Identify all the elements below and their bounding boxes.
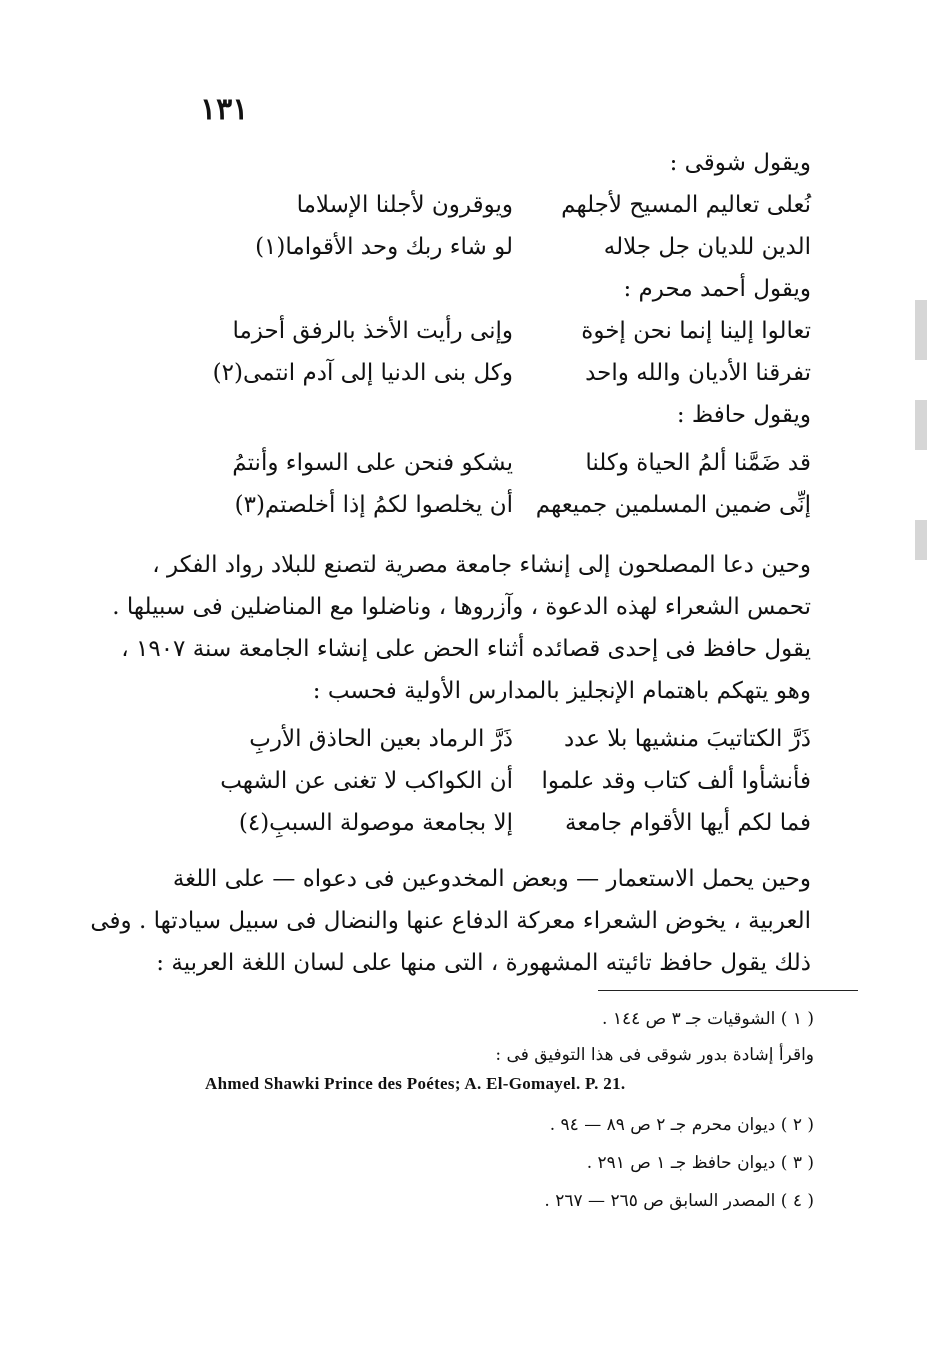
verse-hemistich-right: تفرقنا الأديان والله واحد — [585, 360, 811, 386]
verse-hemistich-left: وكل بنى الدنيا إلى آدم انتمى(٢) — [212, 360, 513, 386]
verse-hemistich-right: نُعلى تعاليم المسيح لأجلهم — [561, 192, 811, 218]
scan-edge-mark — [915, 300, 927, 360]
page-number: ١٣١ — [200, 92, 249, 127]
paragraph-line: ذلك يقول حافظ تائيته المشهورة ، التى منها على لسان اللغة العربية : — [156, 950, 811, 976]
intro-shawqi: ويقول شوقى : — [669, 150, 811, 176]
intro-muharram: ويقول أحمد محرم : — [623, 276, 811, 302]
verse-hemistich-left: ويوقرون لأجلنا الإسلاما — [296, 192, 513, 218]
verse-hemistich-right: فأنشأوا ألف كتاب وقد علموا — [541, 768, 811, 794]
verse-hemistich-right: ذَرَّ الكتاتيبَ منشيها بلا عدد — [563, 726, 811, 752]
verse-hemistich-left: ذَرَّ الرماد بعين الحاذق الأربِ — [249, 726, 513, 752]
verse-hemistich-left: إلا بجامعة موصولة السببِ(٤) — [238, 810, 513, 836]
footnote-separator — [598, 990, 858, 991]
footnote-1: ( ١ ) الشوقيات جـ ٣ ص ١٤٤ . — [602, 1009, 814, 1029]
verse-hemistich-left: لو شاء ربك وحد الأقواما(١) — [255, 234, 513, 260]
paragraph-line: يقول حافظ فى إحدى قصائده أثناء الحض على إنشاء الجامعة سنة ١٩٠٧ ، — [121, 636, 811, 662]
verse-hemistich-right: تعالوا إلينا إنما نحن إخوة — [581, 318, 811, 344]
paragraph-line: تحمس الشعراء لهذه الدعوة ، وآزروها ، وناضلوا مع المناضلين فى سبيلها . — [112, 594, 811, 620]
verse-hemistich-right: فما لكم أيها الأقوام جامعة — [565, 810, 811, 836]
footnote-2: ( ٢ ) ديوان محرم جـ ٢ ص ٨٩ — ٩٤ . — [549, 1115, 814, 1135]
paragraph-line: وهو يتهكم باهتمام الإنجليز بالمدارس الأولية فحسب : — [312, 678, 811, 704]
paragraph-line: وحين دعا المصلحون إلى إنشاء جامعة مصرية لتصنع للبلاد رواد الفكر ، — [152, 552, 811, 578]
verse-hemistich-right: قد ضَمَّنا ألمُ الحياة وكلنا — [585, 450, 811, 476]
verse-hemistich-left: وإنى رأيت الأخذ بالرفق أحزما — [232, 318, 513, 344]
footnote-1-latin-reference: Ahmed Shawki Prince des Poétes; A. El-Gomayel. P. 21. — [205, 1074, 626, 1093]
footnote-3: ( ٣ ) ديوان حافظ جـ ١ ص ٢٩١ . — [586, 1153, 814, 1173]
verse-hemistich-left: أن يخلصوا لكمُ إذا أخلصتم(٣) — [234, 492, 513, 518]
paragraph-line: وحين يحمل الاستعمار — وبعض المخدوعين فى دعواه — على اللغة — [172, 866, 811, 892]
verse-hemistich-left: أن الكواكب لا تغنى عن الشهب — [220, 768, 513, 794]
scan-edge-mark — [915, 520, 927, 560]
footnote-4: ( ٤ ) المصدر السابق ص ٢٦٥ — ٢٦٧ . — [544, 1191, 814, 1211]
paragraph-line: العربية ، يخوض الشعراء معركة الدفاع عنها والنضال فى سبيل سيادتها . وفى — [90, 908, 811, 934]
verse-hemistich-left: يشكو فنحن على السواء وأنتمُ — [232, 450, 513, 476]
intro-hafez: ويقول حافظ : — [676, 402, 811, 428]
verse-hemistich-right: الدين للديان جل جلاله — [603, 234, 811, 260]
verse-hemistich-right: إنِّى ضمين المسلمين جميعهم — [535, 492, 811, 518]
scan-edge-mark — [915, 400, 927, 450]
footnote-1-extra: واقرأ إشادة بدور شوقى فى هذا التوفيق فى : — [495, 1045, 814, 1065]
